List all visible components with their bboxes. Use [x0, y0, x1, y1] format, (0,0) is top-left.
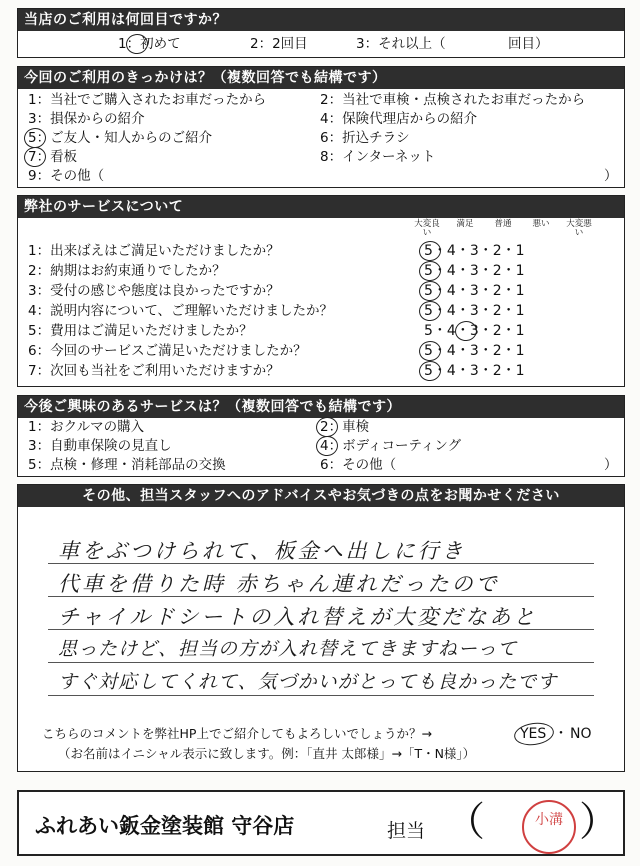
q2-option-2[interactable]: 2：当社で車検・点検されたお車だったから — [320, 92, 586, 108]
q3-scale-5[interactable]: 5・4・3・2・1 — [424, 323, 525, 339]
hp-permission-question: こちらのコメントを弊社HP上でご紹介してもよろしいでしょうか？→ — [42, 726, 432, 741]
q3-item-5: 5：費用はご満足いただけましたか？ — [28, 323, 253, 339]
q4-option-2[interactable]: 2：車検 — [320, 419, 370, 435]
q4-option-4[interactable]: 4：ボディコーティング — [320, 438, 462, 454]
q3-item-6: 6：今回のサービスご満足いただけましたか？ — [28, 343, 307, 359]
q1-title: 当店のご利用は何回目ですか？ — [18, 9, 624, 31]
hp-permission-separator: ・ — [554, 726, 568, 742]
initials-note: （お名前はイニシャル表示に致します。例：「直井 太郎様」→「T・N様」） — [58, 746, 476, 761]
q1-section — [17, 8, 625, 58]
q2-option-3[interactable]: 3：損保からの紹介 — [28, 111, 145, 127]
q3-col-4: 満足 — [456, 219, 474, 229]
q3-section — [17, 195, 625, 387]
q2-option-6[interactable]: 6：折込チラシ — [320, 130, 410, 146]
q3-title: 弊社のサービスについて — [18, 196, 624, 218]
q4-option-3[interactable]: 3：自動車保険の見直し — [28, 438, 172, 454]
staff-paren-close: ） — [579, 799, 619, 845]
comment-line-3: チャイルドシートの入れ替えが大変だなあと — [58, 605, 538, 629]
comment-rule-4 — [48, 662, 594, 663]
q4-option-1[interactable]: 1：おクルマの購入 — [28, 419, 145, 435]
q2-option-5[interactable]: 5：ご友人・知人からのご紹介 — [28, 130, 213, 146]
q2-option-4[interactable]: 4：保険代理店からの紹介 — [320, 111, 478, 127]
q5-title: その他、担当スタッフへのアドバイスやお気づきの点をお聞かせください — [18, 485, 624, 507]
q4-section — [17, 395, 625, 477]
q3-scale-6[interactable]: 5・4・3・2・1 — [424, 343, 525, 359]
q2-option-7[interactable]: 7：看板 — [28, 149, 78, 165]
comment-line-5: すぐ対応してくれて、気づかいがとっても良かったです — [58, 671, 558, 693]
q3-item-4: 4：説明内容について、ご理解いただけましたか？ — [28, 303, 334, 319]
q5-section — [17, 484, 625, 772]
q1-option-1[interactable]: 1：初めて — [118, 36, 181, 52]
q3-scale-7[interactable]: 5・4・3・2・1 — [424, 363, 525, 379]
shop-name: ふれあい鈑金塗装館 守谷店 — [35, 814, 295, 838]
q3-item-3: 3：受付の感じや態度は良かったですか？ — [28, 283, 280, 299]
q3-item-2: 2：納期はお約束通りでしたか？ — [28, 263, 226, 279]
q1-option-3[interactable]: 3：それ以上（ — [356, 36, 446, 52]
q3-item-1: 1：出来ばえはご満足いただけましたか？ — [28, 243, 280, 259]
hp-permission-yes[interactable]: YES — [520, 726, 547, 742]
q2-section — [17, 66, 625, 188]
q4-option-6-close: ） — [604, 457, 618, 473]
q2-option-1[interactable]: 1：当社でご購入されたお車だったから — [28, 92, 267, 108]
staff-label: 担当 — [387, 820, 426, 842]
q3-item-7: 7：次回も当社をご利用いただけますか？ — [28, 363, 280, 379]
q3-col-3: 普通 — [494, 219, 512, 229]
q4-title: 今後ご興味のあるサービスは？（複数回答でも結構です） — [18, 396, 624, 418]
q3-scale-4[interactable]: 5・4・3・2・1 — [424, 303, 525, 319]
q1-option-2[interactable]: 2：2回目 — [250, 36, 308, 52]
q3-scale-3[interactable]: 5・4・3・2・1 — [424, 283, 525, 299]
comment-rule-5 — [48, 695, 594, 696]
comment-line-2: 代車を借りた時 赤ちゃん連れだったので — [58, 572, 500, 596]
q2-title: 今回のご利用のきっかけは？（複数回答でも結構です） — [18, 67, 624, 89]
comment-line-4: 思ったけど、担当の方が入れ替えてきますねーって — [58, 638, 518, 660]
q2-option-9-close: ） — [604, 168, 618, 184]
shop-footer — [17, 790, 625, 856]
q3-col-2: 悪い — [532, 219, 550, 229]
q3-col-1: 大変悪い — [566, 219, 592, 238]
q1-option-3-suffix: 回目） — [508, 36, 549, 52]
staff-hanko-stamp: 小溝 — [522, 800, 576, 854]
q3-scale-1[interactable]: 5・4・3・2・1 — [424, 243, 525, 259]
comment-line-1: 車をぶつけられて、板金へ出しに行き — [58, 539, 466, 563]
q2-option-8[interactable]: 8：インターネット — [320, 149, 436, 165]
q4-option-6[interactable]: 6：その他（ — [320, 457, 397, 473]
q3-col-5: 大変良い — [414, 219, 440, 238]
staff-paren-open: （ — [445, 799, 485, 845]
q3-scale-2[interactable]: 5・4・3・2・1 — [424, 263, 525, 279]
q2-option-9[interactable]: 9：その他（ — [28, 168, 105, 184]
hp-permission-no[interactable]: NO — [570, 726, 592, 742]
q4-option-5[interactable]: 5：点検・修理・消耗部品の交換 — [28, 457, 226, 473]
